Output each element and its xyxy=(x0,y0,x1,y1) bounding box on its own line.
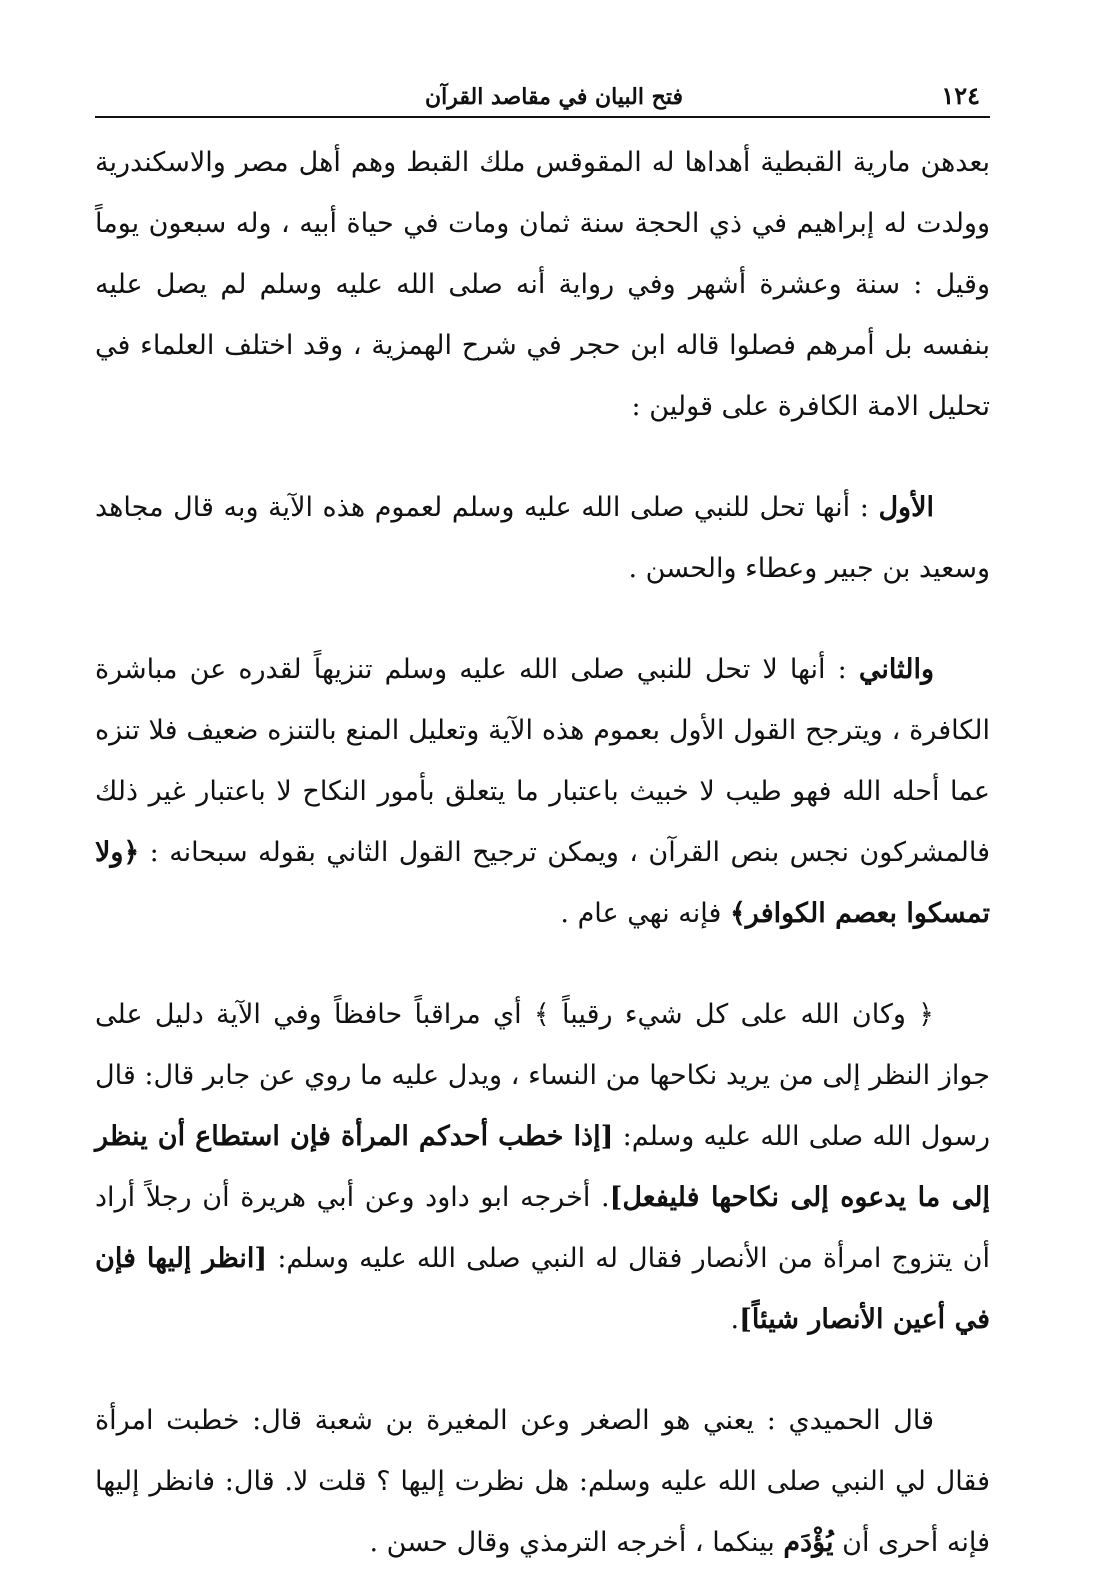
paragraph-lead: والثاني xyxy=(858,654,934,685)
paragraph-gap xyxy=(95,599,990,639)
page-body xyxy=(95,132,990,1573)
paragraph-gap xyxy=(95,437,990,477)
paragraph-1 xyxy=(95,132,990,437)
paragraph-text: فإنه نهي عام . xyxy=(560,898,730,929)
quran-quote: ﴿ وكان الله على كل شيء رقيباً ﴾ xyxy=(533,999,934,1030)
paragraph-text: بعدهن مارية القبطية أهداها له المقوقس ملك القبط وهم أهل مصر والاسكندرية وولدت له إبراهيم في ذي الحجة سنة ثمان ومات في حياة أبيه ، وله سبعون يوماً وقيل : سنة وعشرة أشهر وفي رواية أنه صلى الله عليه وسلم لم يصل عليه بنفسه بل أمرهم فصلوا قاله ابن حجر في شرح الهمزية ، وقد اختلف العلماء في تحليل الامة الكافرة على قولين : xyxy=(95,147,990,422)
paragraph-gap xyxy=(95,944,990,984)
paragraph-text: : أنها لا تحل للنبي صلى الله عليه وسلم تنزيهاً لقدره عن مباشرة الكافرة ، ويترجح القول الأول بعموم هذه الآية وتعليل المنع بالتنزه ضعيف فلا تنزه عما أحله الله فهو طيب لا خبيث باعتبار ما يتعلق بأمور النكاح لا باعتبار غير ذلك فالمشركون نجس بنص القرآن ، ويمكن ترجيح القول الثاني بقوله سبحانه : xyxy=(95,654,990,868)
page-header xyxy=(95,70,990,118)
paragraph-3 xyxy=(95,639,990,944)
paragraph-text: أي مراقباً حافظاً وفي الآية دليل على جواز النظر إلى من يريد نكاحها من النساء ، ويدل عليه ما روي عن جابر قال: قال رسول الله صلى الله عليه وسلم: xyxy=(95,999,990,1152)
paragraph-text: . أخرجه ابو داود وعن أبي هريرة أن رجلاً أراد أن يتزوج امرأة من الأنصار فقال له النبي صلى الله عليه وسلم: xyxy=(95,1182,990,1274)
hadith-quote: [انظر إليها فإن في أعين الأنصار شيئاً] xyxy=(95,1243,990,1335)
quran-quote: ﴿ولا تمسكوا بعصم الكوافر﴾ xyxy=(95,837,990,929)
paragraph-text: بينكما ، أخرجه الترمذي وقال حسن . xyxy=(369,1527,784,1558)
paragraph-lead: الأول xyxy=(878,492,934,523)
paragraph-text: : أنها تحل للنبي صلى الله عليه وسلم لعموم هذه الآية وبه قال مجاهد وسعيد بن جبير وعطاء والحسن . xyxy=(95,492,990,584)
page-number: ١٢٤ xyxy=(941,81,980,110)
paragraph-2 xyxy=(95,477,990,599)
book-page xyxy=(95,70,990,1558)
running-title: فتح البيان في مقاصد القرآن xyxy=(425,84,683,110)
paragraph-text: . xyxy=(730,1304,740,1335)
paragraph-4 xyxy=(95,984,990,1350)
hadith-quote: [إذا خطب أحدكم المرأة فإن استطاع أن ينظر إلى ما يدعوه إلى نكاحها فليفعل] xyxy=(95,1121,990,1213)
paragraph-text: قال الحميدي : يعني هو الصغر وعن المغيرة بن شعبة قال: خطبت امرأة فقال لي النبي صلى الله عليه وسلم: هل نظرت إليها ؟ قلت لا. قال: فانظر إليها فإنه أحرى أن xyxy=(95,1405,990,1558)
paragraph-gap xyxy=(95,1350,990,1390)
emphasized-word: يُؤْدَم xyxy=(783,1527,834,1558)
paragraph-5 xyxy=(95,1390,990,1573)
